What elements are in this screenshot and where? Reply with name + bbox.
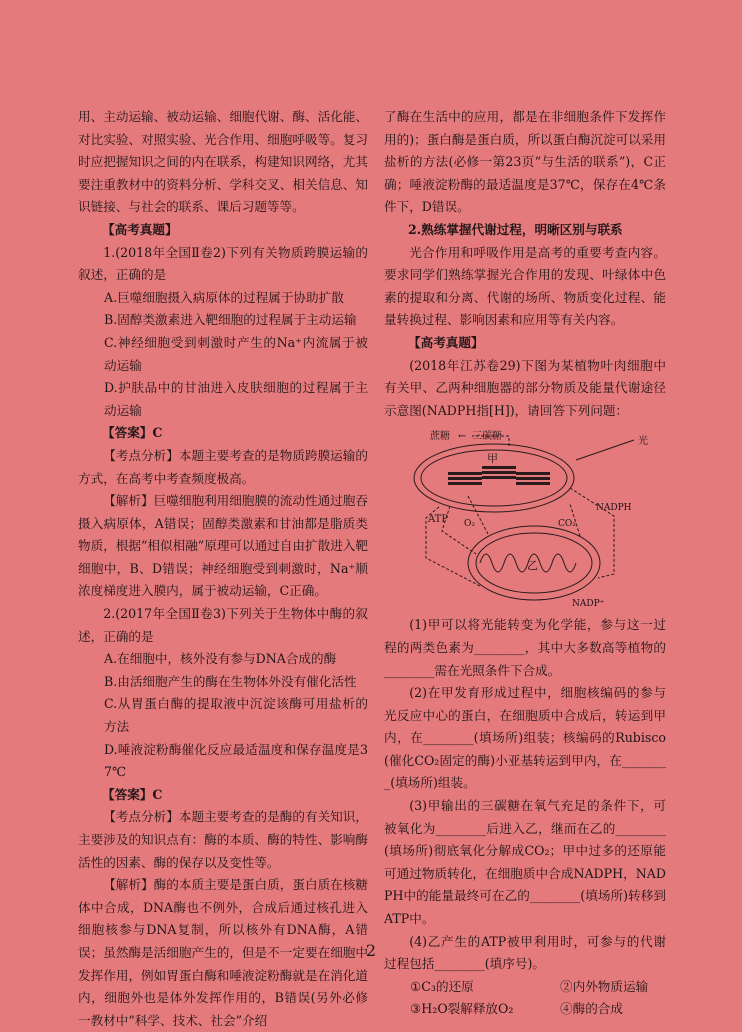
o2-label: O₂ [464, 519, 475, 530]
light-label: 光 [638, 436, 648, 448]
left-column-paragraph: 2.(2017年全国Ⅱ卷3)下列关于生物体中酶的叙述，正确的是 [78, 606, 368, 644]
left-column-paragraph: 【解析】巨噬细胞利用细胞膜的流动性通过胞吞摄入病原体，A错误；固醇类激素和甘油都是脂质类物质，根据“相似相融”原理可以通过自由扩散进入靶细胞中，B、D错误；神经细胞受到刺激时，Na⁺顺浓度梯度进入膜内，属于被动运输，C正确。 [78, 493, 368, 599]
organelle-a-label: 甲 [487, 452, 498, 466]
right-bottom-paragraph: (3)甲输出的三碳糖在氧气充足的条件下，可被氧化为________后进入乙，继而在乙的________(填场所)彻底氧化分解成CO₂；甲中过多的还原能可通过物质转化，在细胞质中合成NADPH，NADPH中的能量最终可在乙的________(填场所)转移到ATP中。 [384, 798, 666, 927]
nadp-label: NADP⁺ [572, 599, 605, 610]
triose-label: 三碳糖 [472, 431, 502, 443]
sucrose-label: 蔗糖 [430, 431, 450, 443]
right-bottom-paragraph: (2)在甲发育形成过程中，细胞核编码的参与光反应中心的蛋白，在细胞质中合成后，转运到甲内，在________(填场所)组装；核编码的Rubisco(催化CO₂固定的酶)小亚基转运到甲内，在________(填场所)组装。 [384, 685, 666, 791]
left-column-paragraph: C.神经细胞受到刺激时产生的Na⁺内流属于被动运输 [104, 334, 368, 373]
left-column-paragraph: B.由活细胞产生的酶在生物体外没有催化活性 [104, 673, 357, 689]
left-column-paragraph: C.从胃蛋白酶的提取液中沉淀该酶可用盐析的方法 [104, 696, 368, 735]
left-column-paragraph: 【答案】C [102, 786, 163, 802]
q4-option: ④酶的合成 [560, 1001, 623, 1017]
right-top-paragraph: 2.熟练掌握代谢过程，明晰区别与联系 [408, 221, 623, 237]
organelle-b-label: 乙 [527, 559, 538, 573]
right-bottom-paragraph: (1)甲可以将光能转变为化学能，参与这一过程的两类色素为________，其中大多数高等植物的________需在光照条件下合成。 [384, 617, 666, 678]
left-column-paragraph: 【考点分析】本题主要考查的是物质跨膜运输的方式，在高考中考查频度极高。 [78, 447, 368, 486]
left-column-paragraph: 1.(2018年全国Ⅱ卷2)下列有关物质跨膜运输的叙述，正确的是 [78, 244, 368, 283]
q4-option-row [384, 976, 666, 999]
right-top-paragraph: 【高考真题】 [408, 334, 484, 350]
nadph-label: NADPH [596, 503, 632, 514]
left-column-paragraph: D.唾液淀粉酶催化反应最适温度和保存温度是37℃ [104, 741, 368, 780]
left-column-paragraph: A.巨噬细胞摄入病原体的过程属于协助扩散 [104, 289, 344, 305]
export-arrow-label: ← [458, 431, 467, 443]
q4-options [384, 976, 666, 1021]
right-bottom-text [384, 614, 666, 976]
right-top-paragraph: 光合作用和呼吸作用是高考的重要考查内容。要求同学们熟练掌握光合作用的发现、叶绿体中色素的提取和分离、代谢的场所、物质变化过程、能量转换过程、影响因素和应用等有关内容。 [384, 244, 666, 328]
page-number: 2 [365, 941, 377, 960]
light-arrow [576, 440, 634, 460]
right-column [384, 106, 666, 1021]
atp-label: ATP [428, 514, 449, 526]
right-top-paragraph: (2018年江苏卷29)下图为某植物叶肉细胞中有关甲、乙两种细胞器的部分物质及能量代谢途径示意图(NADPH指[H])，请回答下列问题： [384, 357, 666, 418]
q4-option: ③H₂O裂解释放O₂ [410, 1001, 514, 1017]
left-column-paragraph: 【高考真题】 [102, 221, 178, 237]
co2-label: CO₂ [558, 519, 576, 530]
left-column-paragraph: A.在细胞中，核外没有参与DNA合成的酶 [104, 651, 337, 667]
left-column-paragraph: B.固醇类激素进入靶细胞的过程属于主动运输 [104, 312, 357, 328]
right-top-paragraph: 了酶在生活中的应用，都是在非细胞条件下发挥作用的)；蛋白酶是蛋白质，所以蛋白酶沉淀可以采用盐析的方法(必修一第23页“与生活的联系”)，C正确；唾液淀粉酶的最适温度是37℃，保存在4℃条件下，D错误。 [384, 109, 666, 215]
organelle-metabolism-diagram [384, 426, 666, 612]
left-column-paragraph: 用、主动运输、被动运输、细胞代谢、酶、活化能、对比实验、对照实验、光合作用、细胞呼吸等。复习时应把握知识之间的内在联系，构建知识网络，尤其要注重教材中的资料分析、学科交叉、相关信息、知识链接、与社会的联系、课后习题等等。 [78, 109, 368, 215]
left-column-paragraph: 【考点分析】本题主要考查的是酶的有关知识，主要涉及的知识点有：酶的本质、酶的特性、影响酶活性的因素、酶的保存以及变性等。 [78, 809, 368, 870]
left-column-paragraph: D.护肤品中的甘油进入皮肤细胞的过程属于主动运输 [104, 380, 368, 418]
q4-option: ②内外物质运输 [560, 978, 649, 994]
q4-option-row [384, 998, 666, 1021]
left-column-paragraph: 【解析】酶的本质主要是蛋白质，蛋白质在核糖体中合成，DNA酶也不例外，合成后通过核孔进入细胞核参与DNA复制，所以核外有DNA酶，A错误；虽然酶是活细胞产生的，但是不一定要在细胞中发挥作用，例如胃蛋白酶和唾液淀粉酶就是在消化道内，细胞外也是体外发挥作用的，B错误(另外必修一教材中“科学、技术、社会”介绍 [78, 877, 368, 1028]
thylakoid-stacks [448, 466, 550, 485]
q4-option: ①C₃的还原 [410, 978, 474, 994]
left-column-paragraph: 【答案】C [102, 425, 163, 441]
left-column [78, 106, 368, 1032]
right-top-text [384, 106, 666, 422]
right-bottom-paragraph: (4)乙产生的ATP被甲利用时，可参与的代谢过程包括________(填序号)。 [384, 933, 666, 972]
